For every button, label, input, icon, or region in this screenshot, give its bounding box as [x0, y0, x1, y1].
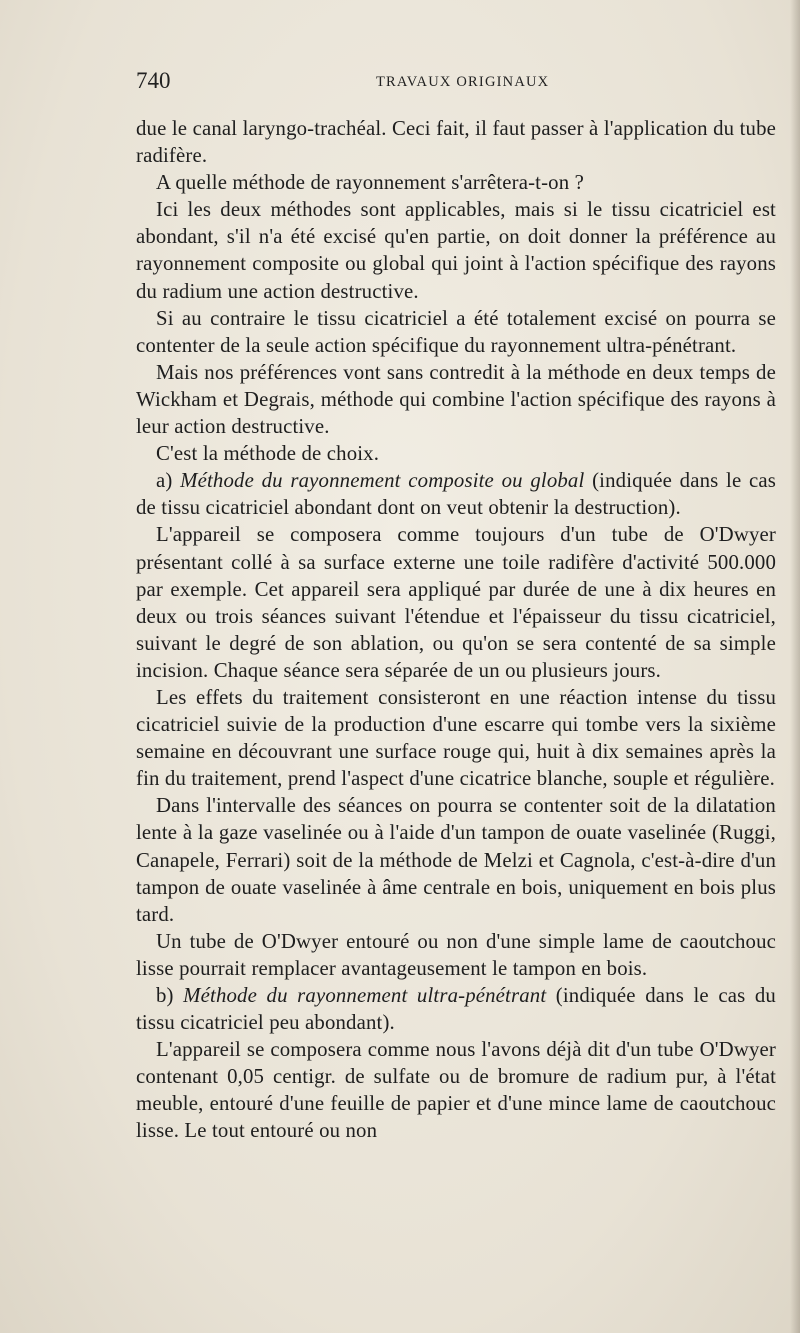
paragraph: Mais nos préférences vont sans contredit à la méthode en deux temps de Wickham et Degrais, méthode qui combine l'action spécifique des rayons à leur action destructive. [136, 360, 776, 439]
page-number: 740 [136, 68, 171, 93]
paragraph: A quelle méthode de rayonnement s'arrêtera-t-on ? [156, 171, 585, 195]
section-a-note: (indiquée dans le cas de tissu cicatriciel abondant dont on veut obtenir la destruction). [136, 469, 777, 520]
section-b-title: Méthode du rayonnement ultra-pénétrant [183, 984, 547, 1007]
section-a-paragraph [136, 467, 776, 521]
paragraph: Les effets du traitement consisteront en une réaction intense du tissu cicatriciel suivie de la production d'une escarre qui tombe vers la sixième semaine en découvrant une surface rouge qui, huit à dix semaines après la fin du traitement, prend l'aspect d'une cicatrice blanche, souple et régulière. [136, 685, 776, 791]
page-edge-shadow [790, 0, 800, 1333]
section-b-marker: b) [156, 984, 174, 1007]
paragraph: due le canal laryngo-trachéal. Ceci fait, il faut passer à l'application du tube radifère. [136, 117, 776, 168]
paragraph: Ici les deux méthodes sont applicables, mais si le tissu cicatriciel est abondant, s'il n'a été excisé qu'en partie, on doit donner la préférence au rayonnement composite ou global qui joint à l'action spécifique des rayons du radium une action destructive. [136, 198, 776, 303]
paragraph: C'est la méthode de choix. [156, 442, 380, 466]
section-a-marker: a) [156, 469, 173, 493]
section-b-note: (indiquée dans le cas du tissu cicatriciel peu abondant). [136, 984, 776, 1035]
paragraph: L'appareil se composera comme toujours d'un tube de O'Dwyer présentant collé à sa surface externe une toile radifère d'activité 500.000 par exemple. Cet appareil sera appliqué par durée de une à dix heures en deux ou trois séances suivant l'étendue et l'épaisseur du tissu cicatriciel, suivant le degré de son ablation, ou qu'on se sera contenté de sa simple incision. Chaque séance sera séparée de un ou plusieurs jours. [136, 523, 776, 682]
paragraph: L'appareil se composera comme nous l'avons déjà dit d'un tube O'Dwyer contenant 0,05 centigr. de sulfate ou de bromure de radium pur, à l'état meuble, entouré d'une feuille de papier et d'une mince lame de caoutchouc lisse. Le tout entouré ou non [136, 1038, 776, 1143]
page-header [136, 68, 766, 98]
paragraph: Un tube de O'Dwyer entouré ou non d'une simple lame de caoutchouc lisse pourrait remplacer avantageusement le tampon en bois. [136, 929, 776, 980]
paragraph: Dans l'intervalle des séances on pourra se contenter soit de la dilatation lente à la gaze vaselinée ou à l'aide d'un tampon de ouate vaselinée (Ruggi, Canapele, Ferrari) soit de la méthode de Melzi et Cagnola, c'est-à-dire d'un tampon de ouate vaselinée à âme centrale en bois, uniquement en bois plus tard. [136, 794, 776, 926]
section-a-title: Méthode du rayonnement composite ou global [180, 469, 585, 493]
body-text [136, 115, 776, 1145]
section-b-paragraph [136, 982, 776, 1036]
paragraph: Si au contraire le tissu cicatriciel a été totalement excisé on pourra se contenter de la seule action spécifique du rayonnement ultra-pénétrant. [136, 306, 776, 357]
running-title: TRAVAUX ORIGINAUX [376, 74, 550, 90]
